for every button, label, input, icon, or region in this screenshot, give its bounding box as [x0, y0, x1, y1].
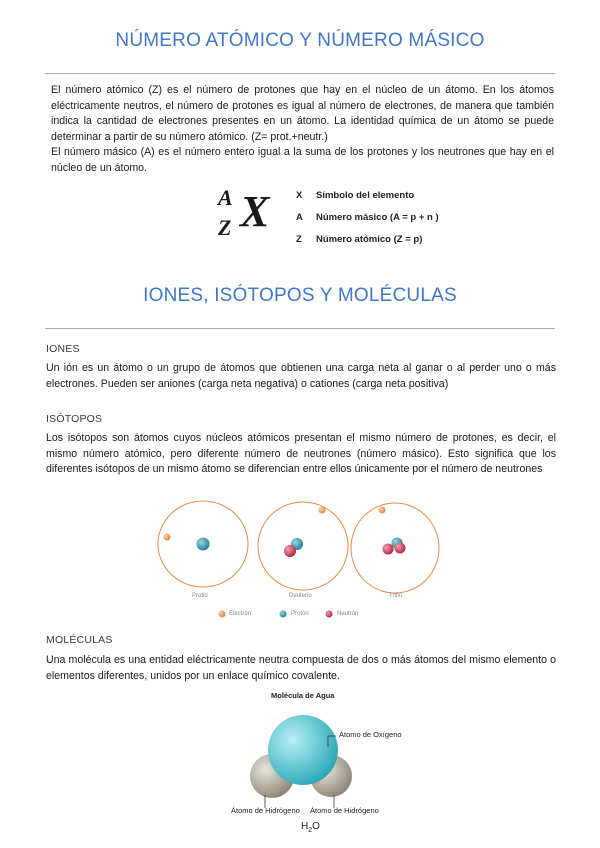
formula-o: O — [312, 821, 320, 832]
legend-mass-number — [296, 212, 439, 223]
water-molecule-diagram — [220, 700, 420, 810]
orbit-deuterio — [258, 502, 348, 590]
water-diagram-title: Molécula de Agua — [271, 691, 335, 700]
divider — [45, 328, 555, 329]
label-protio: Protio — [192, 593, 208, 599]
legend-atomic-number — [296, 234, 422, 245]
legend-symbol — [296, 190, 414, 201]
hydrogen-right-label: Átomo de Hidrógeno — [310, 806, 379, 815]
section-title-ions: IONES, ISÓTOPOS Y MOLÉCULAS — [143, 285, 457, 306]
section-title-atomic-number: NÚMERO ATÓMICO Y NÚMERO MÁSICO — [115, 30, 485, 51]
legend-label: Símbolo del elemento — [316, 190, 415, 201]
neutron-deuterio — [284, 545, 296, 557]
ions-text: Un ión es un átomo o un grupo de átomos que obtienen una carga neta al ganar o al perder uno o más electrones. Pueden ser aniones (carga neta negativa) o cationes (carga neta positiva) — [46, 362, 556, 390]
divider — [45, 73, 555, 74]
oxygen-label: Átomo de Oxígeno — [339, 730, 402, 739]
label-deuterio: Deuterio — [289, 593, 312, 599]
neutron-tritio-2 — [395, 543, 406, 554]
legend-electron-dot — [219, 611, 226, 618]
neutron-tritio-1 — [383, 544, 394, 555]
formula-element-symbol: X — [240, 187, 270, 236]
legend-neutron-label: Neutrón — [337, 611, 359, 617]
electron-protio — [164, 534, 171, 541]
heading-molecules: MOLÉCULAS — [46, 634, 113, 646]
heading-isotopes: ISÓTOPOS — [46, 413, 103, 425]
legend-neutron-dot — [326, 611, 333, 618]
legend-label: Número másico (A = p + n ) — [316, 212, 439, 223]
label-tritio: Tritio — [389, 593, 403, 599]
paragraph-atomic-number: El número atómico (Z) es el número de protones que hay en el núcleo de un átomo. En los átomos eléctricamente neutros, el número de protones es igual al número de electrones, de manera que también indica la cantidad de electrones presentes en un átomo. La identidad química de un átomo se puede determinar a partir de su número atómico. (Z= prot.+neutr.) — [51, 84, 554, 143]
legend-electron-label: Electrón — [229, 611, 252, 617]
formula-h: H — [301, 821, 309, 832]
isotopes-text: Los isótopos son átomos cuyos núcleos atómicos presentan el mismo número de protones, es decir, el mismo número atómico, pero diferente número de neutrones (número másico). Esto significa que los diferentes isótopos de un mismo átomo se diferencian entre ellos únicamente por el número de neutrones — [46, 432, 556, 475]
formula-atomic-number: Z — [218, 215, 232, 240]
legend-key: X — [296, 190, 303, 201]
paragraph-mass-number: El número másico (A) es el número entero igual a la suma de los protones y los neutrones que hay en el núcleo de un átomo. — [51, 146, 554, 174]
legend-label: Número atómico (Z = p) — [316, 234, 423, 245]
legend-key: A — [296, 212, 303, 223]
electron-deuterio — [319, 507, 326, 514]
oxygen-atom — [268, 715, 338, 785]
formula-subscript: 2 — [308, 827, 313, 834]
water-formula — [301, 821, 320, 834]
electron-tritio — [379, 507, 386, 514]
formula-mass-number: A — [218, 185, 233, 210]
molecules-text: Una molécula es una entidad eléctricamente neutra compuesta de dos o más átomos del mismo elemento o elementos diferentes, unidos por un enlace químico covalente. — [46, 654, 556, 682]
legend-key: Z — [296, 234, 302, 245]
atomic-number-text — [51, 83, 554, 176]
legend-proton-label: Protón — [291, 611, 309, 617]
heading-ions: IONES — [46, 343, 80, 355]
hydrogen-left-label: Átomo de Hidrógeno — [231, 806, 300, 815]
proton-protio — [197, 538, 210, 551]
legend-proton-dot — [280, 611, 287, 618]
isotopes-diagram — [150, 490, 450, 625]
